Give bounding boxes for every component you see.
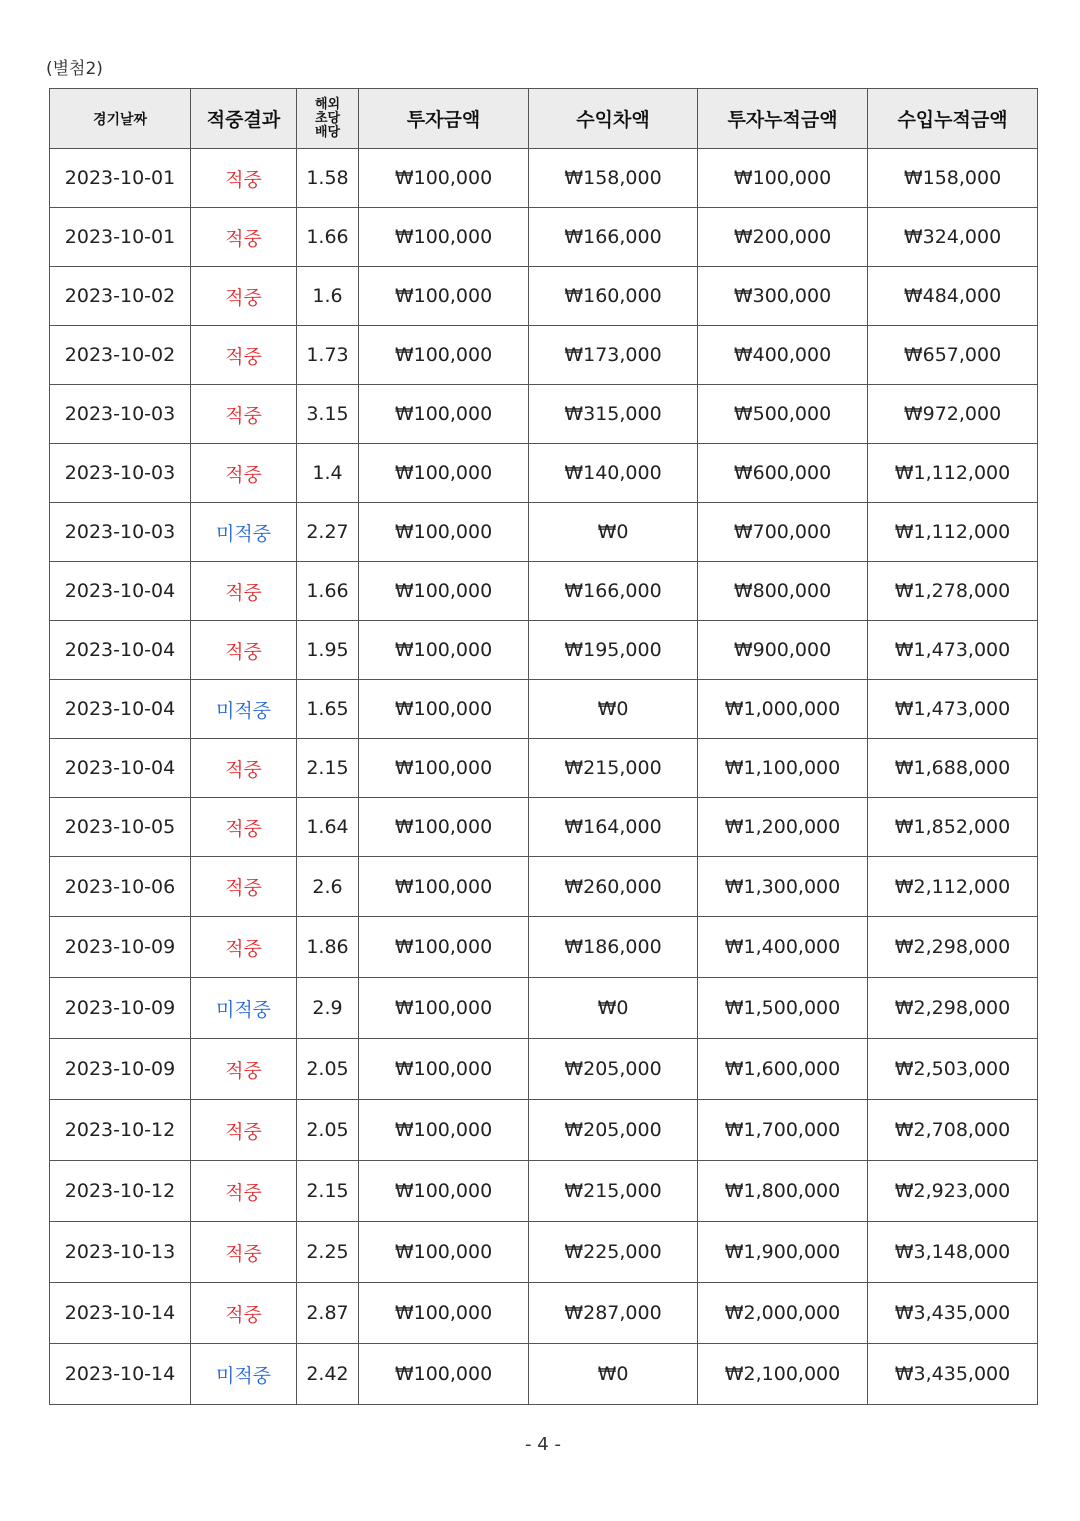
date-cell: 2023-10-04: [50, 680, 191, 739]
table-row: [50, 149, 1038, 208]
date-cell: 2023-10-06: [50, 857, 191, 917]
stake-cell: ₩100,000: [359, 857, 529, 917]
table-row: [50, 385, 1038, 444]
cumulative-stake-cell: ₩1,900,000: [698, 1222, 868, 1283]
stake-cell: ₩100,000: [359, 680, 529, 739]
profit-cell: ₩140,000: [529, 444, 698, 503]
odds-cell: 1.66: [297, 562, 359, 621]
profit-cell: ₩0: [529, 503, 698, 562]
odds-cell: 1.66: [297, 208, 359, 267]
cumulative-stake-cell: ₩600,000: [698, 444, 868, 503]
odds-cell: 2.9: [297, 978, 359, 1039]
column-header-date: 경기날짜: [50, 89, 191, 149]
table-row: [50, 1222, 1038, 1283]
odds-cell: 2.6: [297, 857, 359, 917]
profit-cell: ₩195,000: [529, 621, 698, 680]
table-row: [50, 444, 1038, 503]
date-cell: 2023-10-09: [50, 978, 191, 1039]
table-row: [50, 917, 1038, 978]
cumulative-stake-cell: ₩500,000: [698, 385, 868, 444]
date-cell: 2023-10-03: [50, 385, 191, 444]
table-row: [50, 739, 1038, 798]
result-cell: 적중: [191, 857, 297, 917]
table-row: [50, 326, 1038, 385]
stake-cell: ₩100,000: [359, 978, 529, 1039]
cumulative-stake-cell: ₩2,100,000: [698, 1344, 868, 1405]
result-cell: 적중: [191, 917, 297, 978]
cumulative-income-cell: ₩158,000: [868, 149, 1038, 208]
column-header-profit: 수익차액: [529, 89, 698, 149]
result-cell: 적중: [191, 1039, 297, 1100]
cumulative-stake-cell: ₩800,000: [698, 562, 868, 621]
stake-cell: ₩100,000: [359, 1039, 529, 1100]
date-cell: 2023-10-03: [50, 503, 191, 562]
stake-cell: ₩100,000: [359, 385, 529, 444]
date-cell: 2023-10-09: [50, 1039, 191, 1100]
page-number: - 4 -: [525, 1434, 561, 1455]
cumulative-income-cell: ₩1,278,000: [868, 562, 1038, 621]
table-header-row: [50, 89, 1038, 149]
cumulative-stake-cell: ₩1,000,000: [698, 680, 868, 739]
profit-cell: ₩215,000: [529, 739, 698, 798]
cumulative-income-cell: ₩3,435,000: [868, 1283, 1038, 1344]
stake-cell: ₩100,000: [359, 267, 529, 326]
result-cell: 적중: [191, 1161, 297, 1222]
date-cell: 2023-10-03: [50, 444, 191, 503]
date-cell: 2023-10-01: [50, 149, 191, 208]
result-cell: 미적중: [191, 1344, 297, 1405]
cumulative-stake-cell: ₩1,200,000: [698, 798, 868, 857]
odds-cell: 2.87: [297, 1283, 359, 1344]
cumulative-income-cell: ₩1,473,000: [868, 621, 1038, 680]
table-row: [50, 1283, 1038, 1344]
cumulative-stake-cell: ₩1,100,000: [698, 739, 868, 798]
stake-cell: ₩100,000: [359, 739, 529, 798]
date-cell: 2023-10-02: [50, 326, 191, 385]
result-cell: 적중: [191, 1283, 297, 1344]
profit-cell: ₩315,000: [529, 385, 698, 444]
cumulative-stake-cell: ₩1,800,000: [698, 1161, 868, 1222]
profit-cell: ₩0: [529, 1344, 698, 1405]
cumulative-stake-cell: ₩1,400,000: [698, 917, 868, 978]
cumulative-income-cell: ₩1,852,000: [868, 798, 1038, 857]
odds-cell: 1.73: [297, 326, 359, 385]
result-cell: 적중: [191, 739, 297, 798]
table-row: [50, 680, 1038, 739]
table-row: [50, 267, 1038, 326]
odds-cell: 1.65: [297, 680, 359, 739]
date-cell: 2023-10-09: [50, 917, 191, 978]
result-cell: 적중: [191, 444, 297, 503]
profit-cell: ₩0: [529, 978, 698, 1039]
table-row: [50, 621, 1038, 680]
profit-cell: ₩287,000: [529, 1283, 698, 1344]
cumulative-income-cell: ₩2,503,000: [868, 1039, 1038, 1100]
odds-cell: 2.15: [297, 1161, 359, 1222]
cumulative-income-cell: ₩2,708,000: [868, 1100, 1038, 1161]
odds-cell: 2.27: [297, 503, 359, 562]
date-cell: 2023-10-01: [50, 208, 191, 267]
odds-cell: 2.05: [297, 1100, 359, 1161]
cumulative-stake-cell: ₩100,000: [698, 149, 868, 208]
stake-cell: ₩100,000: [359, 917, 529, 978]
column-header-cumulative-stake: 투자누적금액: [698, 89, 868, 149]
date-cell: 2023-10-04: [50, 739, 191, 798]
stake-cell: ₩100,000: [359, 562, 529, 621]
odds-cell: 1.6: [297, 267, 359, 326]
stake-cell: ₩100,000: [359, 798, 529, 857]
profit-cell: ₩186,000: [529, 917, 698, 978]
betting-record-table: [49, 88, 1038, 1405]
date-cell: 2023-10-04: [50, 562, 191, 621]
table-row: [50, 798, 1038, 857]
date-cell: 2023-10-12: [50, 1161, 191, 1222]
cumulative-income-cell: ₩972,000: [868, 385, 1038, 444]
odds-cell: 1.4: [297, 444, 359, 503]
profit-cell: ₩225,000: [529, 1222, 698, 1283]
column-header-stake: 투자금액: [359, 89, 529, 149]
cumulative-income-cell: ₩3,148,000: [868, 1222, 1038, 1283]
odds-cell: 2.25: [297, 1222, 359, 1283]
profit-cell: ₩160,000: [529, 267, 698, 326]
stake-cell: ₩100,000: [359, 1283, 529, 1344]
stake-cell: ₩100,000: [359, 503, 529, 562]
cumulative-income-cell: ₩2,112,000: [868, 857, 1038, 917]
profit-cell: ₩173,000: [529, 326, 698, 385]
odds-cell: 3.15: [297, 385, 359, 444]
cumulative-stake-cell: ₩200,000: [698, 208, 868, 267]
cumulative-stake-cell: ₩1,700,000: [698, 1100, 868, 1161]
cumulative-stake-cell: ₩400,000: [698, 326, 868, 385]
cumulative-income-cell: ₩2,298,000: [868, 917, 1038, 978]
profit-cell: ₩158,000: [529, 149, 698, 208]
cumulative-income-cell: ₩2,298,000: [868, 978, 1038, 1039]
odds-header-line-2: 초당: [314, 110, 341, 126]
odds-header-line-1: 해외: [314, 96, 341, 112]
result-cell: 미적중: [191, 978, 297, 1039]
odds-cell: 2.42: [297, 1344, 359, 1405]
cumulative-income-cell: ₩2,923,000: [868, 1161, 1038, 1222]
table-row: [50, 857, 1038, 917]
profit-cell: ₩215,000: [529, 1161, 698, 1222]
result-cell: 적중: [191, 149, 297, 208]
stake-cell: ₩100,000: [359, 326, 529, 385]
result-cell: 적중: [191, 1100, 297, 1161]
stake-cell: ₩100,000: [359, 444, 529, 503]
column-header-cumulative-income: 수입누적금액: [868, 89, 1038, 149]
result-cell: 적중: [191, 208, 297, 267]
cumulative-income-cell: ₩657,000: [868, 326, 1038, 385]
profit-cell: ₩164,000: [529, 798, 698, 857]
odds-cell: 2.15: [297, 739, 359, 798]
stake-cell: ₩100,000: [359, 1222, 529, 1283]
table-row: [50, 208, 1038, 267]
result-cell: 적중: [191, 385, 297, 444]
profit-cell: ₩260,000: [529, 857, 698, 917]
cumulative-income-cell: ₩1,473,000: [868, 680, 1038, 739]
cumulative-stake-cell: ₩700,000: [698, 503, 868, 562]
odds-cell: 1.86: [297, 917, 359, 978]
cumulative-income-cell: ₩1,112,000: [868, 503, 1038, 562]
date-cell: 2023-10-05: [50, 798, 191, 857]
stake-cell: ₩100,000: [359, 208, 529, 267]
cumulative-stake-cell: ₩1,600,000: [698, 1039, 868, 1100]
stake-cell: ₩100,000: [359, 149, 529, 208]
odds-cell: 1.95: [297, 621, 359, 680]
result-cell: 적중: [191, 798, 297, 857]
cumulative-income-cell: ₩1,112,000: [868, 444, 1038, 503]
cumulative-stake-cell: ₩300,000: [698, 267, 868, 326]
result-cell: 적중: [191, 621, 297, 680]
odds-header-line-3: 배당: [314, 124, 341, 140]
table-row: [50, 562, 1038, 621]
result-cell: 적중: [191, 326, 297, 385]
table-body: [50, 149, 1038, 1405]
profit-cell: ₩205,000: [529, 1039, 698, 1100]
odds-cell: 2.05: [297, 1039, 359, 1100]
cumulative-stake-cell: ₩2,000,000: [698, 1283, 868, 1344]
table-row: [50, 1344, 1038, 1405]
result-cell: 적중: [191, 1222, 297, 1283]
date-cell: 2023-10-02: [50, 267, 191, 326]
result-cell: 적중: [191, 562, 297, 621]
table-row: [50, 1161, 1038, 1222]
stake-cell: ₩100,000: [359, 1100, 529, 1161]
cumulative-income-cell: ₩484,000: [868, 267, 1038, 326]
cumulative-income-cell: ₩1,688,000: [868, 739, 1038, 798]
column-header-result: 적중결과: [191, 89, 297, 149]
date-cell: 2023-10-14: [50, 1344, 191, 1405]
date-cell: 2023-10-14: [50, 1283, 191, 1344]
table-row: [50, 1100, 1038, 1161]
stake-cell: ₩100,000: [359, 1161, 529, 1222]
date-cell: 2023-10-13: [50, 1222, 191, 1283]
stake-cell: ₩100,000: [359, 1344, 529, 1405]
cumulative-income-cell: ₩3,435,000: [868, 1344, 1038, 1405]
table-row: [50, 503, 1038, 562]
column-header-odds: [297, 89, 359, 149]
date-cell: 2023-10-12: [50, 1100, 191, 1161]
cumulative-stake-cell: ₩1,300,000: [698, 857, 868, 917]
attachment-label: (별첨2): [46, 59, 103, 79]
odds-cell: 1.64: [297, 798, 359, 857]
table-row: [50, 1039, 1038, 1100]
cumulative-income-cell: ₩324,000: [868, 208, 1038, 267]
cumulative-stake-cell: ₩900,000: [698, 621, 868, 680]
profit-cell: ₩166,000: [529, 208, 698, 267]
odds-cell: 1.58: [297, 149, 359, 208]
stake-cell: ₩100,000: [359, 621, 529, 680]
result-cell: 미적중: [191, 503, 297, 562]
date-cell: 2023-10-04: [50, 621, 191, 680]
result-cell: 적중: [191, 267, 297, 326]
table-row: [50, 978, 1038, 1039]
cumulative-stake-cell: ₩1,500,000: [698, 978, 868, 1039]
profit-cell: ₩0: [529, 680, 698, 739]
profit-cell: ₩166,000: [529, 562, 698, 621]
profit-cell: ₩205,000: [529, 1100, 698, 1161]
result-cell: 미적중: [191, 680, 297, 739]
